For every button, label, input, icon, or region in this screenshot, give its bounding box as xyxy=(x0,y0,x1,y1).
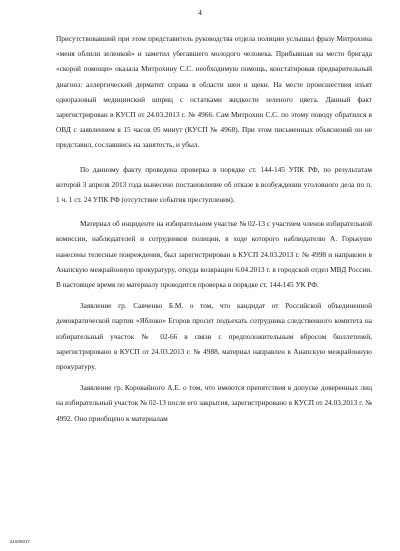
paragraph-4: Заявление гр. Савченко Б.М. о том, что кандидат от Российской объединенной демократической партии «Яблоко» Егоров просит подъехать сотрудника следственного комитета на избирательный участок № 02-66 в связи с предположительным вбросом бюллетеней, зарегистрировано в КУСП от 24.03.2013 г. № 4988, материал направлен в Анапскую межрайонную прокуратуру. xyxy=(56,301,372,372)
paragraph-2: По данному факту проведена проверка в порядке ст. 144-145 УПК РФ, по результатам которой 3 апреля 2013 года вынесено постановление об отказе в возбуждении уголовного дела по п. 1 ч. 1 ст. 24 УПК РФ (отсутствие события преступления). xyxy=(56,164,372,205)
paragraph-3: Материал об инциденте на избирательном участке № 02-13 с участием членов избирательной комиссии, наблюдателей и сотрудников полиции, в ходе которого наблюдателю А. Горькуше нанесены телесные повреждения, был зарегистрирован в КУСП 24.03.2013 г. № 4998 и направлен в Анапскую межрайонную прокуратуру, откуда возвращен 6.04.2013 г. в городской отдел МВД России. В настоящее время по материалу проводится проверка в порядке ст. 144-145 УК РФ. xyxy=(56,219,372,290)
paragraph-5: Заявление гр. Коровайного А.Е. о том, что имеются препятствия в допуске доверенных лиц на избирательный участок № 02-13 после его закрытия, зарегистрировано в КУСП от 24.03.2013 г. № 4992. Оно приобщено к материалам xyxy=(56,383,372,423)
paragraph-1: Присутствовавший при этом представитель руководства отдела полиции услышал фразу Митрохина «меня облили зеленкой» и заметил убегавшего молодого человека. Прибывшая на место бригада «скорой помощи» оказала Митрохину С.С. необходимую помощь, констатировав предварительный диагноз: аллергический дерматит справа в области шеи и щеки. На месте происшествия изъят одноразовый медицинский шприц с остатками жидкости зеленого цвета. Данный факт зарегистрирован в КУСП от 24.03.2013 г. № 4966. Сам Митрохин С.С. по этому поводу обратился в ОВД с заявлением в 15 часов 05 минут (КУСП № 4968). При этом письменных объяснений он не представил, сославшись на занятость, и убыл. xyxy=(56,34,372,150)
page-number: 4 xyxy=(198,8,202,17)
document-body xyxy=(56,31,372,426)
footer-code: a1505017 xyxy=(10,539,31,544)
